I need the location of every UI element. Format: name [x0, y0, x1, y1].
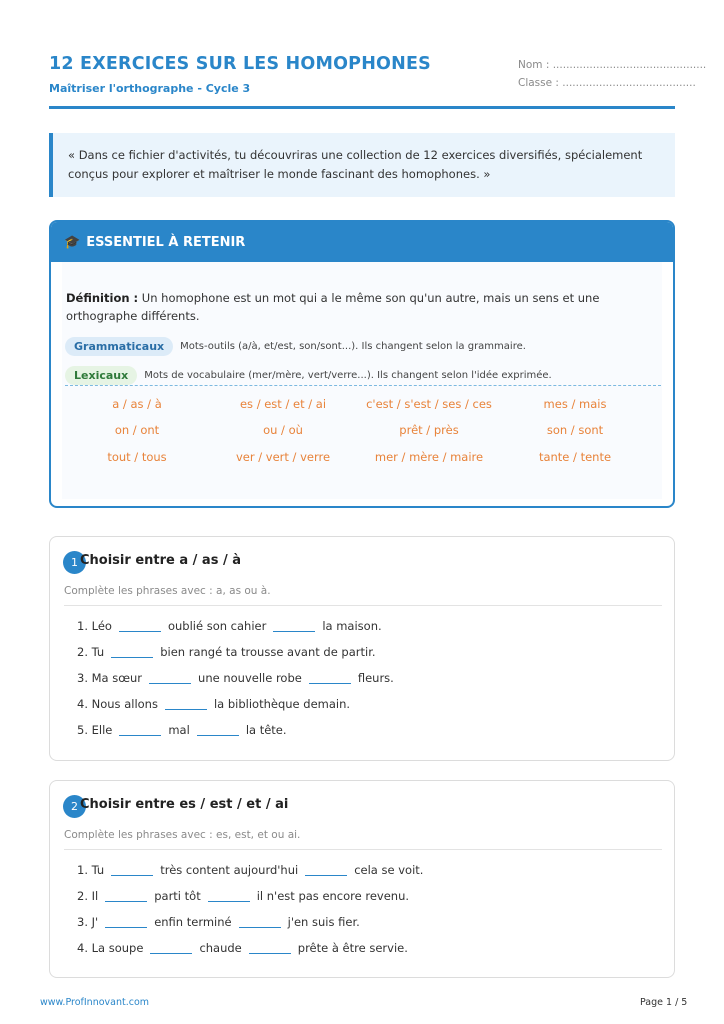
line-text: 1. Tu	[77, 863, 105, 877]
line-text: il n'est pas encore revenu.	[256, 889, 410, 903]
line-text: 4. Nous allons	[77, 697, 158, 711]
footer-website[interactable]: www.ProfInnovant.com	[40, 997, 150, 1008]
essentiel-box	[49, 220, 675, 508]
exercise-line	[77, 941, 408, 955]
line-text: la bibliothèque demain.	[213, 697, 351, 711]
answer-blank[interactable]	[119, 630, 161, 632]
exercise-instruction: Complète les phrases avec : a, as ou à.	[64, 585, 271, 597]
answer-blank[interactable]	[273, 630, 315, 632]
footer-page-number: Page 1 / 5	[640, 997, 688, 1008]
answer-blank[interactable]	[150, 952, 192, 954]
answer-blank[interactable]	[239, 926, 281, 928]
graduation-cap-icon: 🎓	[64, 234, 81, 250]
exercise-line	[77, 863, 423, 877]
line-text: la maison.	[322, 619, 382, 633]
homophone-pair: a / as / à	[112, 397, 162, 411]
exercise-number-badge: 2	[63, 795, 86, 818]
essentiel-body	[62, 262, 662, 499]
line-text: oublié son cahier	[167, 619, 267, 633]
line-text: chaude	[199, 941, 242, 955]
homophone-pair: mes / mais	[543, 397, 607, 411]
line-text: 1. Léo	[77, 619, 112, 633]
line-text: très content aujourd'hui	[160, 863, 299, 877]
lexicaux-row	[65, 366, 552, 385]
exercise-card-2	[49, 780, 675, 978]
homophone-pair: tante / tente	[538, 450, 612, 464]
grammaticaux-desc: Mots-outils (a/à, et/est, son/sont...). Ils changent selon la grammaire.	[180, 341, 526, 352]
homophone-pair: son / sont	[546, 423, 604, 437]
exercise-divider	[64, 605, 662, 606]
exercise-card-1	[49, 536, 675, 761]
line-text: 4. La soupe	[77, 941, 144, 955]
exercise-line	[77, 889, 409, 903]
answer-blank[interactable]	[105, 926, 147, 928]
essentiel-title: ESSENTIEL À RETENIR	[86, 234, 246, 250]
line-text: fleurs.	[357, 671, 394, 685]
homophone-pair: mer / mère / maire	[374, 450, 484, 464]
homophone-pair: ou / où	[263, 423, 303, 437]
definition-label: Définition :	[66, 291, 139, 305]
exercise-line	[77, 645, 376, 659]
line-text: j'en suis fier.	[287, 915, 360, 929]
answer-blank[interactable]	[111, 874, 153, 876]
line-text: cela se voit.	[354, 863, 424, 877]
exercise-instruction: Complète les phrases avec : es, est, et ou ai.	[64, 829, 301, 841]
homophone-pair: tout / tous	[107, 450, 167, 464]
grammaticaux-tag: Grammaticaux	[65, 337, 173, 356]
answer-blank[interactable]	[305, 874, 347, 876]
exercise-line	[77, 915, 360, 929]
answer-blank[interactable]	[119, 734, 161, 736]
homophone-pair: ver / vert / verre	[235, 450, 331, 464]
homophone-pair: c'est / s'est / ses / ces	[366, 397, 492, 411]
header-divider	[49, 106, 675, 109]
line-text: bien rangé ta trousse avant de partir.	[160, 645, 376, 659]
line-text: la tête.	[245, 723, 287, 737]
homophone-pair: prêt / près	[399, 423, 459, 437]
line-text: 3. J'	[77, 915, 99, 929]
essentiel-header	[51, 222, 673, 262]
answer-blank[interactable]	[249, 952, 291, 954]
line-text: 3. Ma sœur	[77, 671, 143, 685]
lexicaux-desc: Mots de vocabulaire (mer/mère, vert/verre...). Ils changent selon l'idée exprimée.	[144, 370, 552, 381]
page-subtitle: Maîtriser l'orthographe - Cycle 3	[49, 82, 251, 95]
line-text: mal	[168, 723, 190, 737]
grammaticaux-row	[65, 337, 526, 356]
answer-blank[interactable]	[309, 682, 351, 684]
line-text: enfin terminé	[154, 915, 232, 929]
answer-blank[interactable]	[111, 656, 153, 658]
dashed-divider	[65, 385, 661, 386]
definition-text: Un homophone est un mot qui a le même son qu'un autre, mais un sens et une orthographe différents.	[66, 291, 600, 323]
homophone-pair: es / est / et / ai	[239, 397, 327, 411]
intro-quote: « Dans ce fichier d'activités, tu découvriras une collection de 12 exercices diversifiés, spécialement conçus pour explorer et maîtriser le monde fascinant des homophones. »	[49, 133, 675, 197]
definition	[66, 289, 656, 325]
exercise-line	[77, 723, 287, 737]
answer-blank[interactable]	[105, 900, 147, 902]
exercise-divider	[64, 849, 662, 850]
answer-blank[interactable]	[208, 900, 250, 902]
line-text: 2. Tu	[77, 645, 105, 659]
line-text: 5. Elle	[77, 723, 113, 737]
answer-blank[interactable]	[149, 682, 191, 684]
line-text: 2. Il	[77, 889, 99, 903]
answer-blank[interactable]	[165, 708, 207, 710]
exercise-line	[77, 619, 382, 633]
line-text: parti tôt	[154, 889, 201, 903]
exercise-title: Choisir entre a / as / à	[80, 553, 242, 568]
lexicaux-tag: Lexicaux	[65, 366, 137, 385]
exercise-line	[77, 671, 394, 685]
exercise-number-badge: 1	[63, 551, 86, 574]
line-text: prête à être servie.	[297, 941, 408, 955]
line-text: une nouvelle robe	[198, 671, 302, 685]
exercise-line	[77, 697, 350, 711]
answer-blank[interactable]	[197, 734, 239, 736]
page-title: 12 EXERCICES SUR LES HOMOPHONES	[49, 54, 431, 74]
classe-field: Classe : ........................................	[518, 77, 696, 89]
homophone-pair: on / ont	[114, 423, 160, 437]
nom-field: Nom : ..............................................	[518, 59, 707, 71]
exercise-title: Choisir entre es / est / et / ai	[80, 797, 289, 812]
